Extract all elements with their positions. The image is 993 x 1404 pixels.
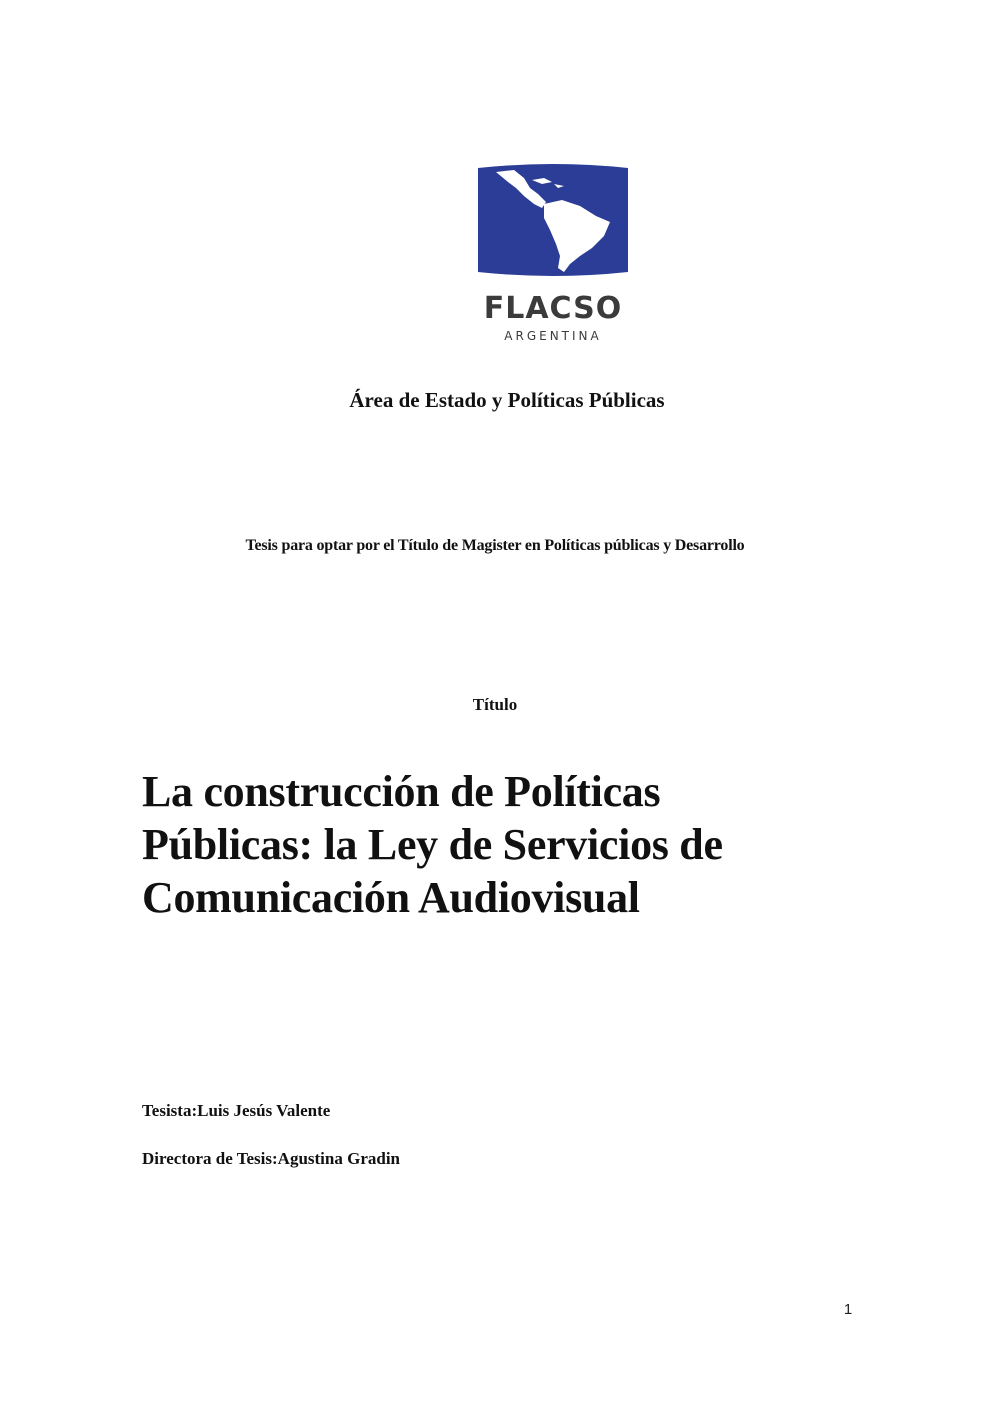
main-title (142, 765, 862, 924)
logo-name: FLACSO (483, 291, 623, 326)
area-heading: Área de Estado y Políticas Públicas (349, 388, 665, 412)
titulo-label: Título (472, 695, 518, 714)
tesis-line: Tesis para optar por el Título de Magister en Políticas públicas y Desarrollo (245, 537, 745, 554)
directora-credit (142, 1148, 400, 1170)
main-title-line-3: Comunicación Audiovisual (142, 873, 640, 922)
tesista-credit (142, 1100, 330, 1122)
directora-label: Directora de Tesis: (142, 1149, 278, 1168)
latin-america-map-icon (472, 160, 634, 288)
tesista-label: Tesista: (142, 1101, 198, 1120)
flacso-logo (472, 160, 634, 350)
logo-subtitle: ARGENTINA (504, 329, 602, 343)
directora-name: Agustina Gradin (277, 1149, 401, 1168)
page-number: 1 (843, 1301, 853, 1318)
main-title-line-2: Públicas: la Ley de Servicios de (142, 820, 723, 869)
main-title-line-1: La construcción de Políticas (142, 767, 661, 816)
tesista-name: Luis Jesús Valente (197, 1101, 331, 1120)
